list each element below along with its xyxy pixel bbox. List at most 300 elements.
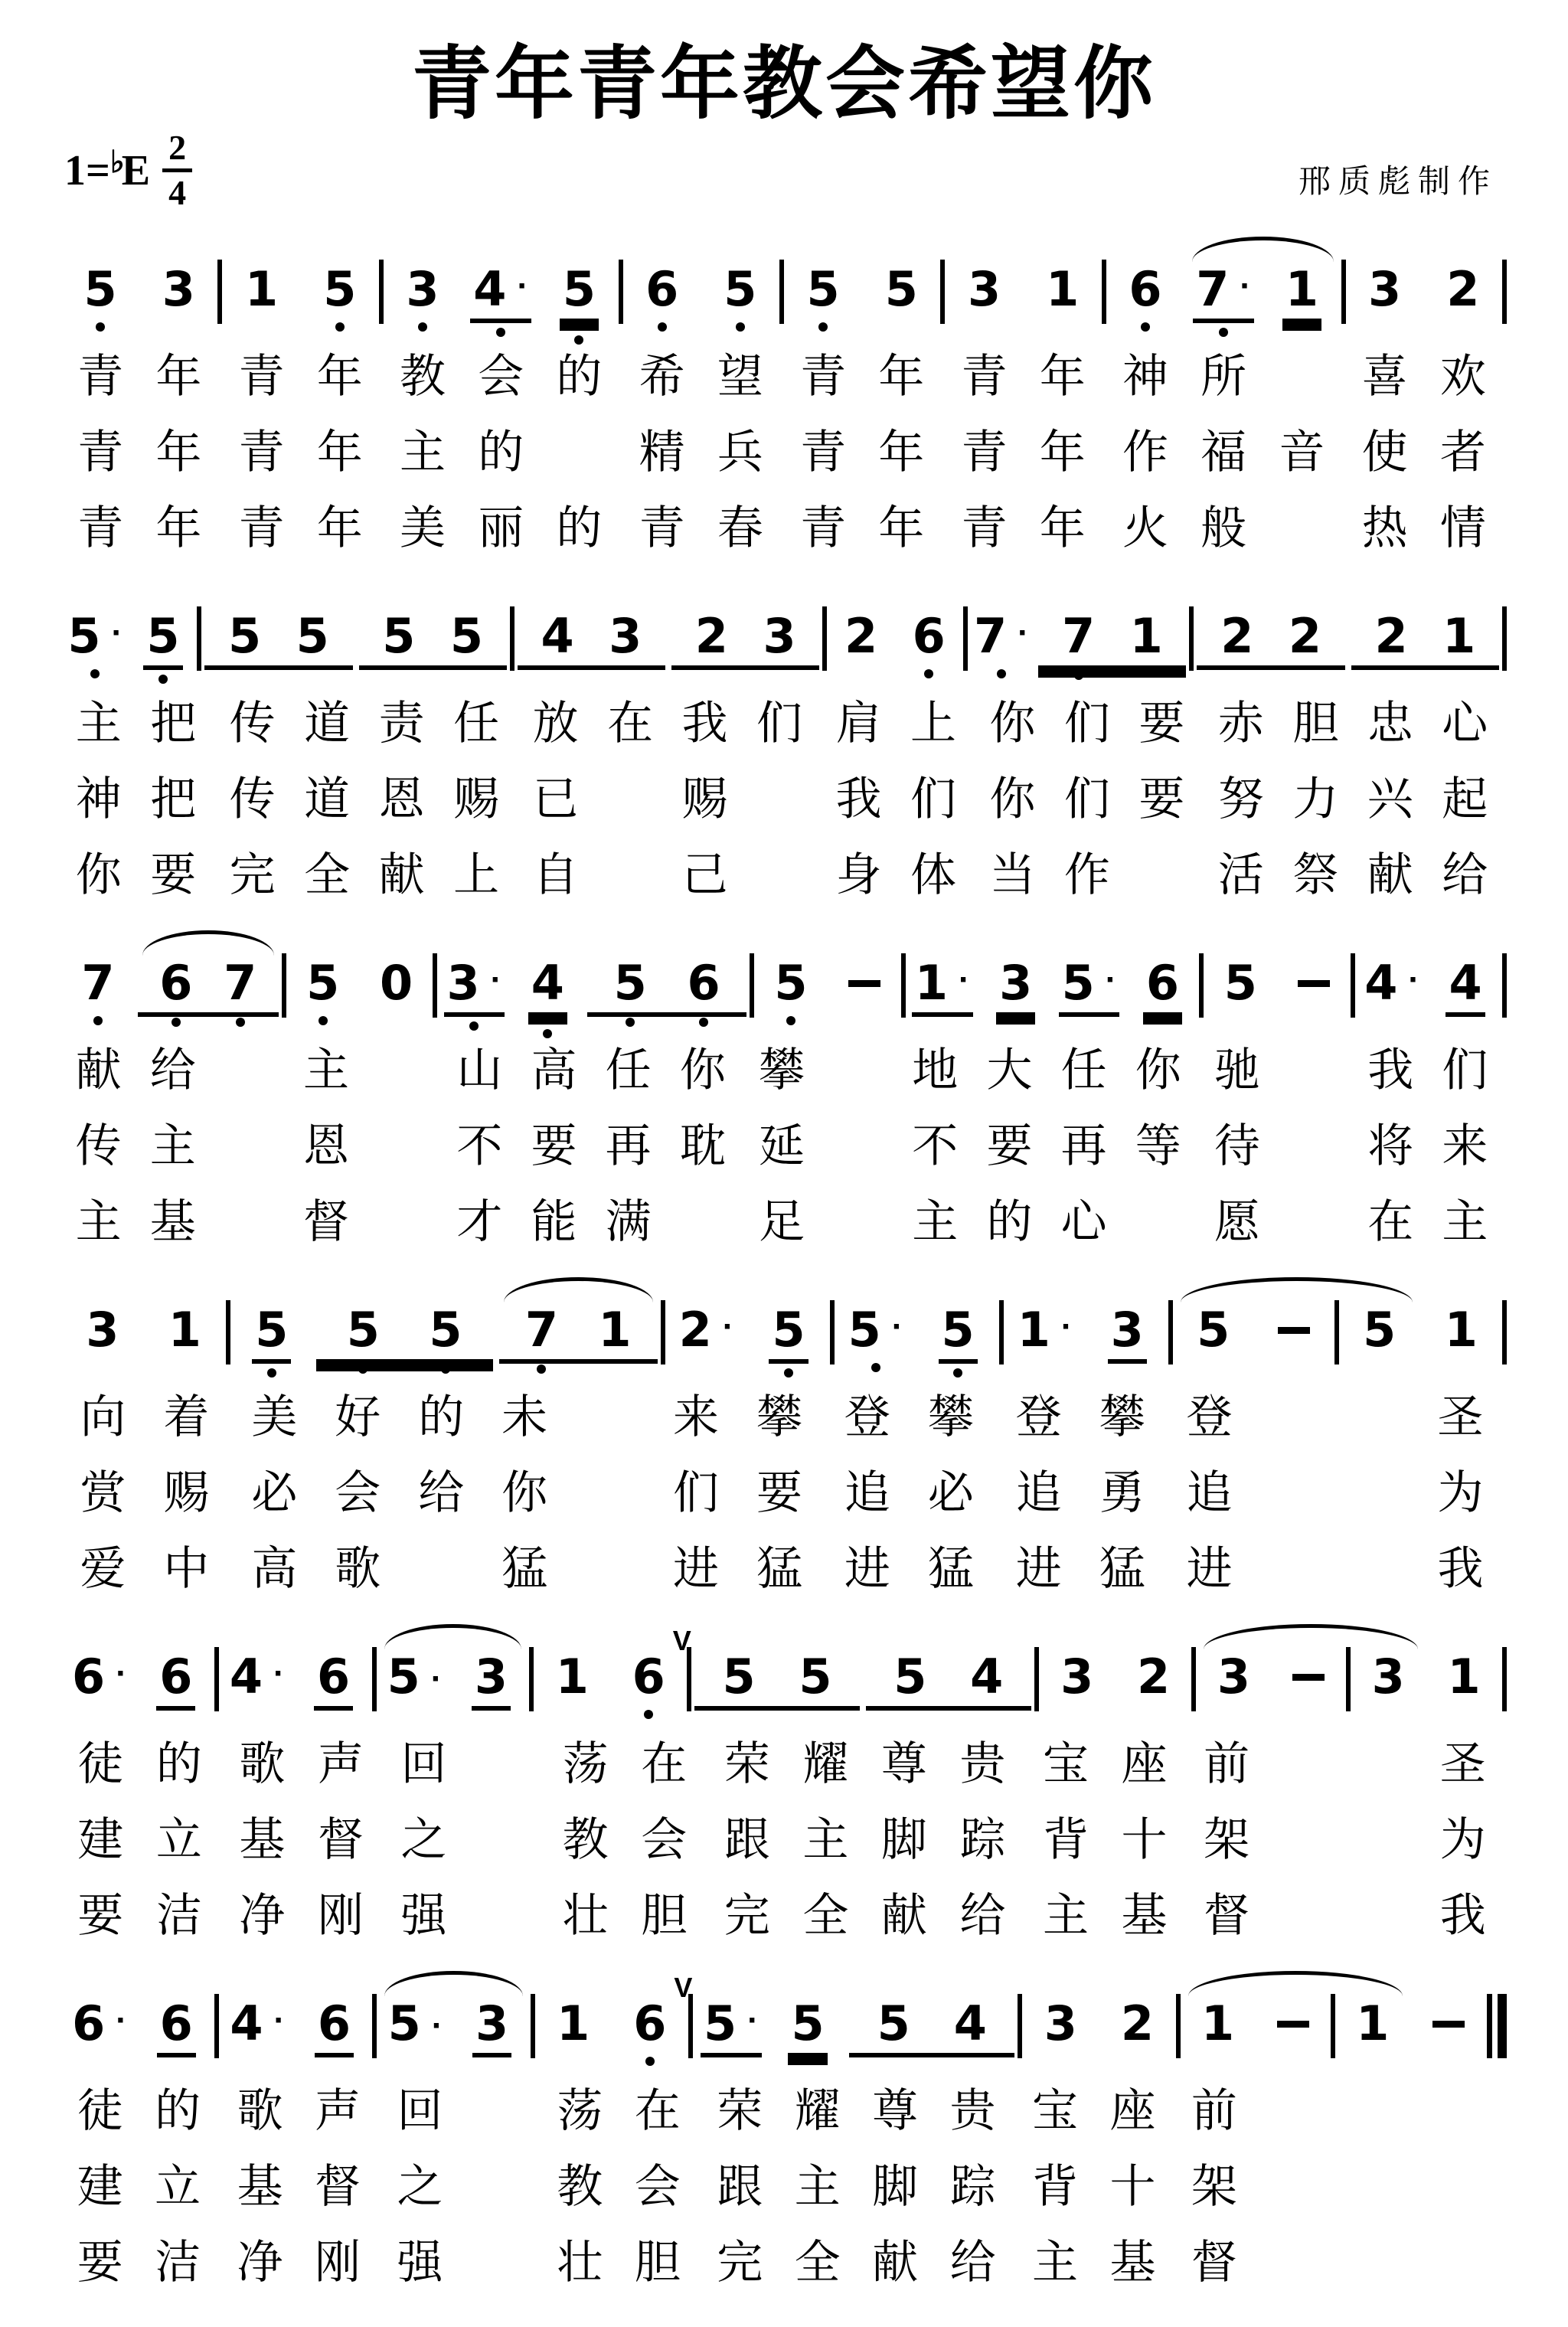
barline <box>1502 260 1507 324</box>
note <box>522 1302 561 1358</box>
note <box>630 1972 693 2052</box>
lyric-syllable: 火 <box>1122 502 1168 554</box>
note-position <box>777 1649 854 1705</box>
lyric-syllable: 强 <box>400 1890 447 1942</box>
lyric-line-verse-2 <box>57 2160 1511 2213</box>
note-number: 1 <box>1129 608 1163 665</box>
lyric-syllable: 任 <box>1060 1044 1107 1097</box>
lyric-syllable <box>1265 1889 1342 1942</box>
lyric-syllable: 上 <box>453 849 500 901</box>
lyric-syllable: 高 <box>251 1543 298 1595</box>
lyric-line-verse-3 <box>57 1195 1511 1248</box>
note <box>315 1995 354 2057</box>
note-position <box>701 261 779 318</box>
note-position <box>360 955 433 1012</box>
note-number: 5 <box>429 1302 462 1358</box>
lyric-syllable: 音 <box>1279 427 1325 479</box>
lyric-syllable: 青 <box>961 427 1008 479</box>
lyric-syllable: 们 <box>673 1467 720 1519</box>
lyric-syllable: 给 <box>418 1467 465 1519</box>
lyric-group <box>384 1813 541 1866</box>
note-position <box>855 1995 932 2052</box>
lyric-syllable: 把 <box>150 698 197 750</box>
note-position <box>219 1649 296 1705</box>
lyric-syllable: 忠 <box>1367 698 1413 750</box>
lyric-syllable: 活 <box>1217 849 1264 901</box>
lyric-syllable: 歌 <box>335 1543 381 1595</box>
note: 5 · <box>64 613 126 660</box>
lyric-syllable: 向 <box>80 1391 126 1443</box>
breath-mark-icon: V <box>674 1972 693 2004</box>
note: 5 · <box>701 2000 762 2057</box>
lyric-syllable: 攀 <box>756 1391 802 1443</box>
lyric-syllable: 主 <box>1042 1890 1089 1942</box>
note <box>1127 608 1166 665</box>
lyric-group <box>1353 773 1502 825</box>
lyric-syllable: 十 <box>1109 2161 1156 2213</box>
lyric-syllable: 必 <box>251 1467 298 1519</box>
lyric-line-verse-1 <box>57 350 1511 403</box>
lyric-syllable: 者 <box>1439 427 1486 479</box>
lyric-syllable: 道 <box>304 773 351 825</box>
lyric-syllable: 圣 <box>1437 1391 1484 1443</box>
system-3 <box>57 924 1511 1248</box>
lyric-syllable: 进 <box>1015 1543 1062 1595</box>
note: 3 · <box>444 959 505 1017</box>
note <box>81 261 120 318</box>
note-position <box>678 608 746 665</box>
lyric-syllable: 传 <box>75 1120 122 1172</box>
note <box>874 1995 913 2052</box>
lyric-syllable: 洁 <box>155 2237 201 2289</box>
lyric-syllable <box>1337 1391 1419 1443</box>
lyric-syllable: 任 <box>605 1044 652 1097</box>
lyric-syllable: 架 <box>1204 1814 1250 1866</box>
lyric-syllable: 才 <box>456 1196 503 1248</box>
note-number: 5 <box>255 1302 289 1358</box>
lyric-syllable: 主 <box>802 1814 849 1866</box>
note <box>379 608 418 665</box>
note-number: 1 <box>1444 1302 1478 1358</box>
lyric-syllable: 献 <box>1367 849 1413 901</box>
note-number: 5 <box>1061 955 1095 1012</box>
note <box>314 1649 353 1711</box>
lyric-syllable: 把 <box>150 773 197 825</box>
lyric-syllable: 刚 <box>317 1890 364 1942</box>
lyric-syllable: 进 <box>673 1543 720 1595</box>
duration-dash <box>1432 2021 1465 2028</box>
lyric-syllable: 献 <box>75 1044 122 1097</box>
note: 5 · <box>845 1306 906 1354</box>
note <box>1445 1649 1484 1705</box>
lyric-syllable: 立 <box>155 1814 202 1866</box>
note-number: 6 <box>1145 955 1180 1012</box>
lyric-syllable: 献 <box>378 849 425 901</box>
note <box>771 955 810 1012</box>
lyric-syllable: 任 <box>453 698 500 750</box>
lyric-syllable: 给 <box>959 1890 1006 1942</box>
note <box>951 1995 990 2052</box>
lyric-syllable <box>210 1044 284 1097</box>
lyric-line-verse-2 <box>57 773 1511 825</box>
lyric-syllable <box>1333 2236 1409 2289</box>
tie-group <box>1173 1302 1420 1364</box>
lyric-syllable: 年 <box>878 427 925 479</box>
lyric-syllable: 的 <box>556 502 603 554</box>
note-number: 5 <box>228 608 262 665</box>
lyric-group <box>865 1737 1022 1790</box>
lyric-group <box>381 2236 537 2289</box>
lyric-syllable: 你 <box>501 1467 548 1519</box>
lyric-syllable: 耀 <box>802 1738 849 1790</box>
lyric-group <box>1050 848 1199 901</box>
note-position <box>1429 955 1502 1017</box>
lyric-group <box>1188 1889 1424 1942</box>
note-position <box>61 1302 144 1358</box>
lyric-syllable: 全 <box>794 2237 841 2289</box>
lyric-syllable: 年 <box>878 351 925 403</box>
lyric-syllable: 贵 <box>959 1738 1006 1790</box>
lyric-syllable: 追 <box>1015 1467 1062 1519</box>
lyric-syllable <box>459 2160 536 2213</box>
beam-group <box>316 1302 493 1364</box>
lyric-syllable: 年 <box>1039 502 1086 554</box>
note-position <box>862 261 940 318</box>
lyric-syllable <box>1253 2236 1328 2289</box>
note-number: 3 <box>1060 1649 1094 1705</box>
lyric-line-verse-3 <box>57 848 1511 901</box>
notation-line <box>57 924 1511 1044</box>
lyric-line-verse-3 <box>57 502 1511 554</box>
lyric-syllable: 青 <box>77 502 124 554</box>
lyric-syllable: 起 <box>1442 773 1488 825</box>
note-number: 5 <box>848 1302 881 1358</box>
barline <box>1189 606 1194 671</box>
lyric-group <box>483 1542 650 1595</box>
note-position <box>211 608 279 665</box>
note-number: 1 <box>1442 608 1476 665</box>
lyric-syllable: 美 <box>251 1391 298 1443</box>
note-number: 5 <box>1197 1302 1230 1358</box>
barline <box>1502 1300 1507 1364</box>
lyric-syllable: 给 <box>149 1044 196 1097</box>
note-position <box>747 1302 830 1364</box>
lyric-syllable: 情 <box>1439 502 1486 554</box>
lyric-syllable: 尊 <box>872 2085 919 2137</box>
note <box>252 1302 291 1364</box>
lyric-syllable: 希 <box>639 351 685 403</box>
note <box>554 1995 593 2052</box>
note-position <box>1126 955 1200 1017</box>
lyric-syllable: 攀 <box>758 1044 805 1097</box>
note-position <box>1355 955 1429 1012</box>
note-number: 5 <box>387 1995 421 2052</box>
lyric-syllable: 青 <box>77 351 124 403</box>
note-number: 5 <box>449 608 484 665</box>
note-number: 1 <box>598 1302 632 1358</box>
note-number: 2 <box>1220 608 1254 665</box>
lyric-syllable: 能 <box>531 1196 577 1248</box>
lyric-syllable <box>1337 1466 1419 1519</box>
lyric-syllable: 赐 <box>453 773 500 825</box>
note-position <box>1426 1649 1502 1705</box>
beam-group <box>1038 608 1186 670</box>
note-number: 2 <box>1374 608 1408 665</box>
note-position <box>1203 608 1271 665</box>
lyric-group <box>1188 1813 1424 1866</box>
lyric-syllable: 圣 <box>1439 1738 1486 1790</box>
lyric-group <box>1188 1737 1424 1790</box>
lyric-syllable: 心 <box>1060 1196 1107 1248</box>
final-barline <box>1487 1994 1507 2058</box>
lyric-syllable: 胆 <box>1292 698 1339 750</box>
lyric-syllable: 回 <box>400 1738 447 1790</box>
lyric-group <box>215 773 364 825</box>
lyric-syllable: 声 <box>315 2085 361 2137</box>
note-position <box>667 955 740 1012</box>
lyric-group <box>1176 2236 1409 2289</box>
lyric-group <box>1184 350 1341 403</box>
note-number: 0 <box>379 955 413 1012</box>
lyric-syllable: 欢 <box>1439 351 1486 403</box>
lyric-syllable: 登 <box>844 1391 890 1443</box>
lyric-syllable: 跟 <box>717 2161 763 2213</box>
lyric-syllable: 勇 <box>1099 1467 1145 1519</box>
note-number: 4 <box>229 1649 263 1705</box>
lyric-syllable: 年 <box>1039 427 1086 479</box>
note <box>344 1302 383 1358</box>
note-position <box>1173 1302 1254 1364</box>
lyric-syllable: 兵 <box>717 427 763 479</box>
lyric-syllable: 青 <box>800 502 847 554</box>
note-position <box>1022 1995 1099 2052</box>
lyric-syllable: 耽 <box>679 1120 726 1172</box>
note-number: 6 <box>912 608 946 665</box>
lyric-syllable <box>1333 2084 1409 2137</box>
lyric-syllable: 年 <box>316 351 363 403</box>
note-position <box>61 955 135 1012</box>
lyric-group <box>668 848 817 901</box>
lyric-syllable: 已 <box>532 773 579 825</box>
lyric-syllable: 登 <box>1015 1391 1062 1443</box>
note <box>595 1302 634 1358</box>
lyric-syllable: 们 <box>1063 773 1110 825</box>
note <box>447 608 486 665</box>
lyric-syllable <box>400 1542 483 1595</box>
lyric-syllable: 歌 <box>239 1738 286 1790</box>
note: 6 · <box>72 1649 127 1705</box>
lyric-group <box>1050 773 1199 825</box>
note-number: 6 <box>645 261 679 318</box>
beam-group <box>499 1302 658 1364</box>
note-number: 5 <box>884 261 918 318</box>
note-number: 2 <box>844 608 878 665</box>
lyric-syllable <box>742 773 816 825</box>
note-number: 1 <box>1356 1995 1390 2052</box>
lyric-syllable: 满 <box>605 1196 652 1248</box>
lyric-syllable <box>1250 1391 1332 1443</box>
lyric-syllable: 背 <box>1032 2161 1078 2213</box>
lyric-syllable: 中 <box>163 1543 210 1595</box>
note <box>143 608 182 670</box>
note <box>220 955 260 1012</box>
lyric-syllable: 的 <box>155 2085 201 2137</box>
lyric-line-verse-1 <box>57 1737 1511 1790</box>
duration-dash <box>1278 1327 1310 1334</box>
note: 5 · <box>387 1995 443 2052</box>
note-position <box>895 608 963 665</box>
header-meta <box>64 130 1498 211</box>
note <box>472 1649 511 1711</box>
lyric-group <box>136 1044 284 1097</box>
lyric-syllable: 壮 <box>562 1890 609 1942</box>
note-position <box>511 955 584 1017</box>
note-position <box>945 261 1023 318</box>
note-position <box>534 1649 610 1705</box>
lyric-line-verse-1 <box>57 1044 1511 1097</box>
lyric-syllable: 年 <box>155 502 202 554</box>
lyric-syllable: 主 <box>794 2161 841 2213</box>
lyric-syllable: 荣 <box>717 2085 763 2137</box>
note-number: 6 <box>633 1995 667 2052</box>
lyric-syllable: 肩 <box>835 698 882 750</box>
note-position <box>404 1302 487 1358</box>
note <box>377 955 416 1012</box>
note-position <box>452 1649 529 1711</box>
barline <box>510 606 514 671</box>
note-number: 2 <box>1288 608 1321 665</box>
note-number: 4 <box>541 608 574 665</box>
lyric-syllable <box>593 848 667 901</box>
lyric-syllable: 给 <box>949 2237 996 2289</box>
note-number: 3 <box>406 261 439 318</box>
lyric-group <box>1204 848 1353 901</box>
note <box>910 608 949 665</box>
lyric-syllable: 年 <box>316 502 363 554</box>
lyric-syllable: 净 <box>239 1890 286 1942</box>
note: 1 · <box>1017 1302 1073 1358</box>
note-position <box>1351 1649 1426 1711</box>
note-number: 2 <box>678 1302 712 1358</box>
lyric-line-verse-3 <box>57 1542 1511 1595</box>
lyric-syllable: 给 <box>1442 849 1488 901</box>
lyric-syllable: 贵 <box>949 2085 996 2137</box>
note: 4 · <box>1364 955 1420 1012</box>
tie-group <box>377 1995 530 2057</box>
beam-group <box>671 608 819 670</box>
note-position <box>61 608 129 665</box>
lyric-syllable: 年 <box>155 351 202 403</box>
tie-group <box>1181 1995 1410 2058</box>
lyric-syllable: 宝 <box>1032 2085 1078 2137</box>
lyric-syllable: 般 <box>1200 502 1247 554</box>
note <box>1194 1302 1233 1364</box>
lyric-group <box>384 1889 541 1942</box>
lyric-syllable: 主 <box>303 1044 350 1097</box>
lyric-syllable: 脚 <box>872 2161 919 2213</box>
dash-position <box>1271 1653 1346 1711</box>
lyric-group <box>136 1119 284 1172</box>
note <box>1043 261 1082 318</box>
lyric-syllable: 猛 <box>501 1543 548 1595</box>
lyric-syllable: 会 <box>335 1467 381 1519</box>
lyric-group <box>1168 1391 1419 1443</box>
lyric-group <box>518 773 668 825</box>
lyric-syllable: 脚 <box>880 1814 927 1866</box>
lyric-syllable <box>1263 502 1341 554</box>
note-position <box>1184 261 1263 323</box>
note-position <box>61 1649 138 1705</box>
tie-group <box>135 955 282 1017</box>
note-position <box>454 1995 531 2057</box>
lyric-syllable: 基 <box>1121 1890 1168 1942</box>
lyric-syllable: 来 <box>673 1391 720 1443</box>
duration-dash <box>848 980 880 987</box>
note-number: 5 <box>722 1649 756 1705</box>
beam-group <box>1351 608 1499 670</box>
note-position <box>968 608 1036 665</box>
note-number: 1 <box>1017 1302 1050 1358</box>
lyric-syllable: 地 <box>912 1044 959 1097</box>
note-position <box>219 1995 296 2052</box>
note-position <box>610 1625 691 1705</box>
lyric-syllable: 回 <box>397 2085 443 2137</box>
note-position <box>872 1649 949 1705</box>
lyric-syllable: 所 <box>1200 351 1247 403</box>
note-position <box>535 1995 612 2052</box>
note-position <box>1204 955 1277 1012</box>
lyric-syllable: 必 <box>927 1467 974 1519</box>
lyric-syllable: 要 <box>531 1120 577 1172</box>
note-number: 6 <box>632 1649 665 1705</box>
lyric-group <box>1168 1466 1419 1519</box>
lyric-syllable: 宝 <box>1042 1738 1089 1790</box>
beam-group <box>138 955 279 1017</box>
lyric-syllable: 神 <box>75 773 122 825</box>
beam-group <box>866 1649 1031 1711</box>
lyric-syllable: 年 <box>316 427 363 479</box>
lyric-syllable: 会 <box>478 351 524 403</box>
lyric-line-verse-2 <box>57 1466 1511 1519</box>
note-position <box>1099 1995 1175 2052</box>
lyric-syllable: 架 <box>1191 2161 1237 2213</box>
note-position <box>1263 261 1341 323</box>
key-signature <box>64 130 192 211</box>
lyric-syllable: 我 <box>1439 1890 1486 1942</box>
lyric-syllable: 身 <box>835 849 882 901</box>
lyric-syllable: 踪 <box>949 2161 996 2213</box>
lyric-line-verse-3 <box>57 1889 1511 1942</box>
note-number: 3 <box>763 608 796 665</box>
note-number: 6 <box>159 1649 193 1705</box>
lyric-line-verse-1 <box>57 1391 1511 1443</box>
dash-position <box>1410 2000 1487 2028</box>
lyric-syllable: 完 <box>724 1890 770 1942</box>
note: 5 · <box>1059 959 1120 1017</box>
lyric-group <box>856 2084 1011 2137</box>
note-number: 1 <box>1046 261 1080 318</box>
note-position <box>932 1995 1008 2052</box>
lyric-syllable: 猛 <box>927 1543 974 1595</box>
lyric-syllable: 踪 <box>959 1814 1006 1866</box>
note-number: 5 <box>296 608 329 665</box>
note <box>1365 261 1404 318</box>
note-position <box>1106 261 1184 318</box>
lyric-group <box>483 1466 650 1519</box>
lyric-syllable: 责 <box>378 698 425 750</box>
lyric-syllable <box>567 1542 650 1595</box>
note-position <box>949 1649 1025 1705</box>
